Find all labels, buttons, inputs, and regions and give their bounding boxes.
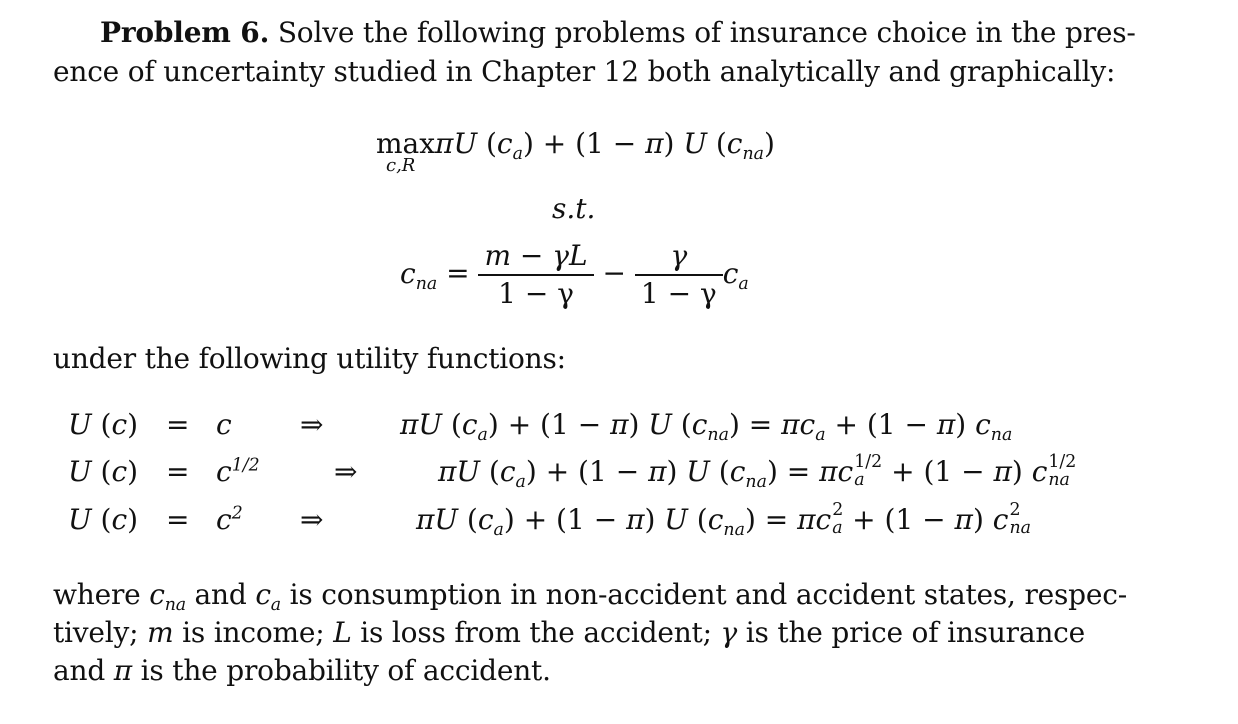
fraction-income [478,238,593,312]
fraction-price [635,238,723,312]
objective-expression: max c,R πU $(c_a) + (1 - \pi)$ U $(c_{na})$ [376,127,775,176]
budget-constraint: $c_{na}$ = $\frac{m - \gamma L}{1 - \gamma}$ − $\frac{\gamma}{1 - \gamma}$ $c_a$ [400,239,749,310]
fraction-price-numerator: γ [635,238,723,276]
fraction-income-denominator: 1 − γ [498,277,574,310]
fraction-price-denominator: 1 − γ [640,277,717,310]
utility-row-sqrt: U (c) = $c^{1/2}$ ⇒ πU $(c_a) + (1 - \pi)$ U $(c_{na}) = \pi c$ 1/2 a + (1 − π) c 1/2 na [68,452,1077,493]
definitions-line3: and π is the probability of accident. [53,654,551,687]
definitions-line2: tively; m is income; L is loss from the accident; γ is the price of insurance [53,616,1086,649]
subject-to-label: s.t. [552,192,596,225]
max-operator: max [376,127,436,160]
problem-intro-line2: ence of uncertainty studied in Chapter 12 both analytically and graphically: [53,55,1116,88]
definitions-line1: where $c_{na}$ and $c_a$ is consumption in non-accident and accident states, respec- [53,578,1128,616]
utility-row-linear: U (c) = c ⇒ πU $(c_a) + (1 - \pi)$ U $(c_{na}) = \pi c_a + (1 - \pi)$ $c_{na}$ [68,408,1013,446]
minus-sign: − [602,256,626,290]
problem-intro-line1: Solve the following problems of insurance choice in the pres- [277,16,1136,49]
problem-label: Problem 6. [100,16,270,49]
utility-row-squared: U (c) = $c^2$ ⇒ πU $(c_a) + (1 - \pi)$ U $(c_{na}) = \pi c$ 2 a + (1 − π) c 2 na [68,500,1031,541]
max-subscript: c,R [386,155,416,176]
utility-intro-text: under the following utility functions: [53,342,566,375]
problem-heading-line [100,13,1136,52]
fraction-income-numerator: m − γL [478,238,593,276]
